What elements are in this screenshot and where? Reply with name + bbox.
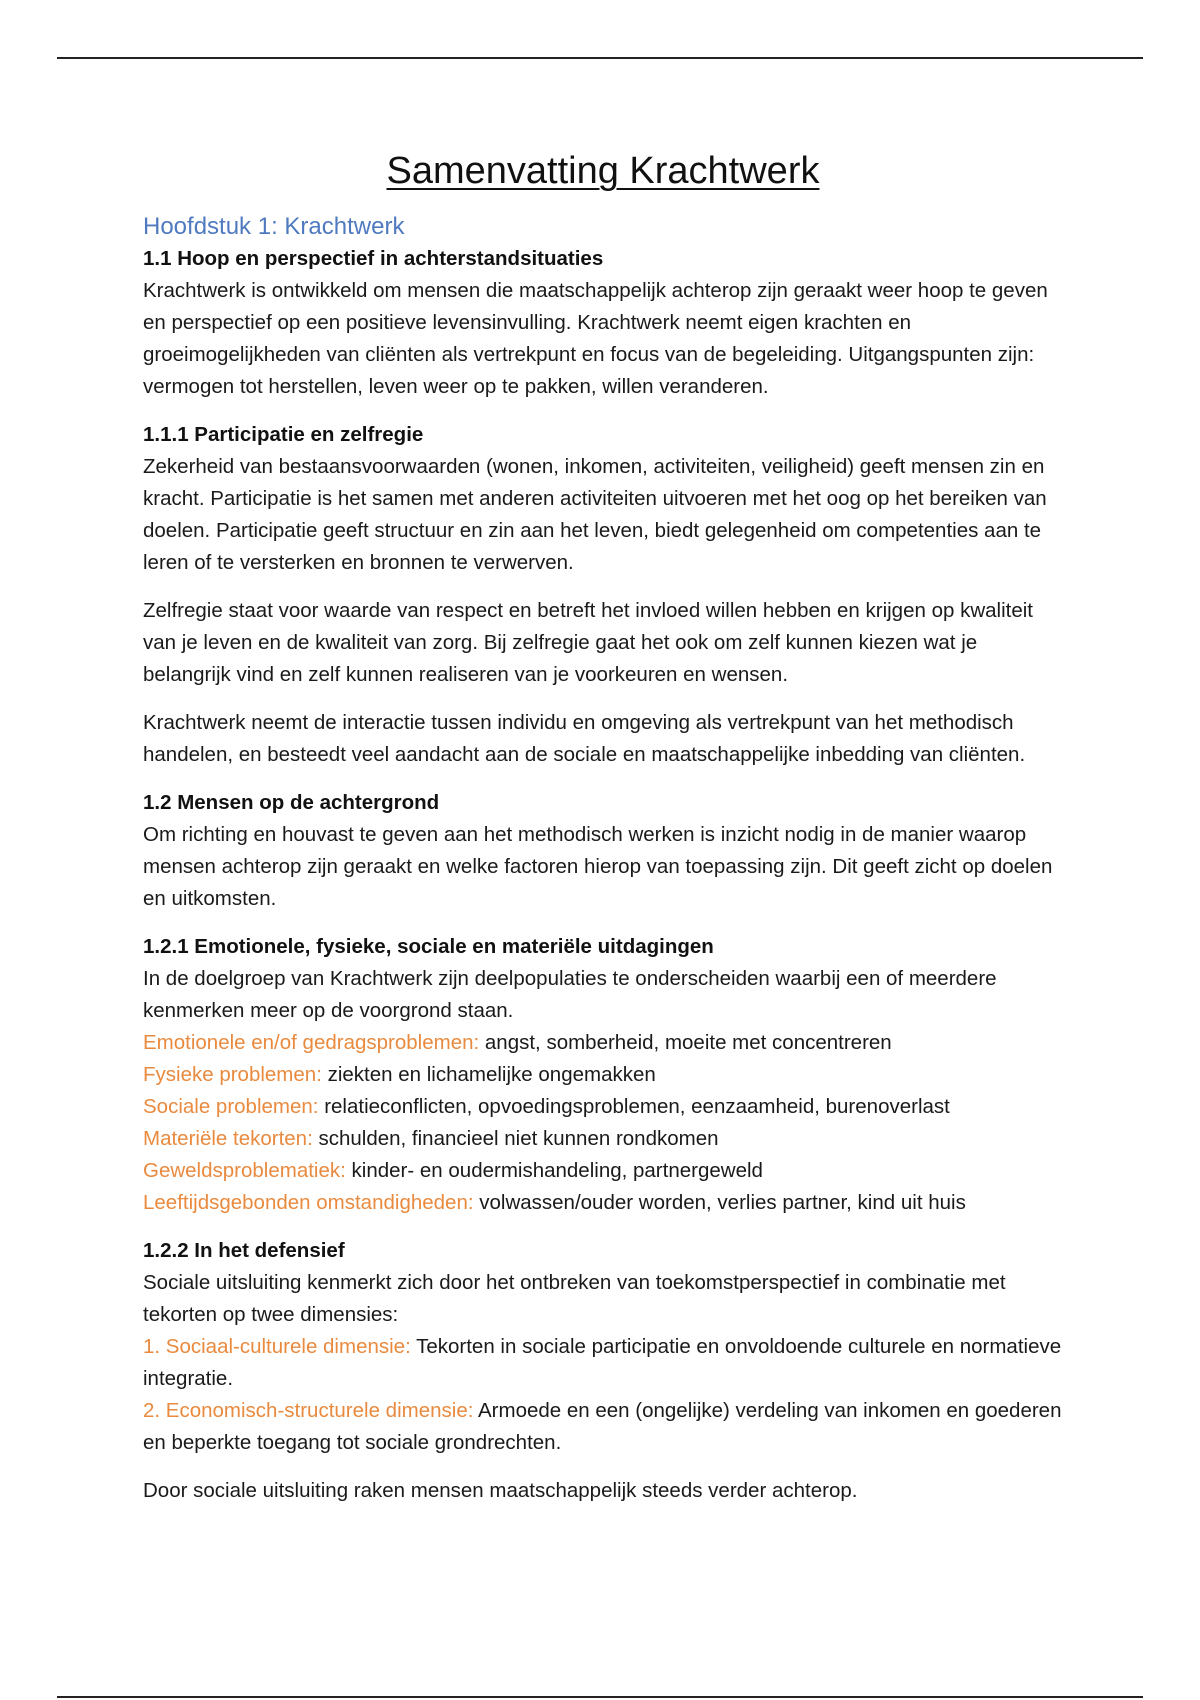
- section-text-1-1: Krachtwerk is ontwikkeld om mensen die maatschappelijk achterop zijn geraakt weer hoop te geven en perspectief op een positieve levensinvulling. Krachtwerk neemt eigen krachten en groeimogelijkheden van cliënten als vertrekpunt en focus van de begeleiding. Uitgangspunten zijn: vermogen tot herstellen, leven weer op te pakken, willen veranderen.: [143, 279, 1048, 398]
- list-item-text: schulden, financieel niet kunnen rondkomen: [318, 1127, 719, 1150]
- section-heading-1-2-2: 1.2.2 In het defensief: [143, 1239, 345, 1262]
- dimension-1: [143, 1331, 1063, 1395]
- list-item-label: Materiële tekorten:: [143, 1127, 313, 1150]
- list-item-text: volwassen/ouder worden, verlies partner, kind uit huis: [479, 1191, 966, 1214]
- list-item-label: Fysieke problemen:: [143, 1063, 322, 1086]
- list-item: [143, 1059, 1063, 1091]
- paragraph-interactie: Krachtwerk neemt de interactie tussen individu en omgeving als vertrekpunt van het methodisch handelen, en besteedt veel aandacht aan de sociale en maatschappelijke inbedding van cliënten.: [143, 711, 1026, 766]
- document-title: Samenvatting Krachtwerk: [386, 150, 820, 192]
- section-heading-1-1-1: 1.1.1 Participatie en zelfregie: [143, 423, 424, 446]
- header-rule: [57, 57, 1143, 59]
- list-item-text: relatieconflicten, opvoedingsproblemen, eenzaamheid, burenoverlast: [324, 1095, 950, 1118]
- list-item: [143, 1091, 1063, 1123]
- section-intro-1-2-2: Sociale uitsluiting kenmerkt zich door het ontbreken van toekomstperspectief in combinatie met tekorten op twee dimensies:: [143, 1271, 1006, 1326]
- list-item: [143, 1187, 1063, 1219]
- chapter-heading: Hoofdstuk 1: Krachtwerk: [143, 213, 405, 240]
- list-item-label: Leeftijdsgebonden omstandigheden:: [143, 1191, 474, 1214]
- document-page: [143, 143, 1063, 1507]
- footer-rule: [57, 1696, 1143, 1698]
- list-item-label: Geweldsproblematiek:: [143, 1159, 346, 1182]
- section-heading-1-2: 1.2 Mensen op de achtergrond: [143, 791, 440, 814]
- paragraph-participatie: Zekerheid van bestaansvoorwaarden (wonen, inkomen, activiteiten, veiligheid) geeft mensen zin en kracht. Participatie is het samen met anderen activiteiten uitvoeren met het oog op het bereiken van doelen. Participatie geeft structuur en zin aan het leven, biedt gelegenheid om competenties aan te leren of te versterken en bronnen te verwerven.: [143, 455, 1047, 574]
- section-intro-1-2-1: In de doelgroep van Krachtwerk zijn deelpopulaties te onderscheiden waarbij een of meerdere kenmerken meer op de voorgrond staan.: [143, 967, 997, 1022]
- dimension-2: [143, 1395, 1063, 1459]
- section-text-1-2: Om richting en houvast te geven aan het methodisch werken is inzicht nodig in de manier waarop mensen achterop zijn geraakt en welke factoren hierop van toepassing zijn. Dit geeft zicht op doelen en uitkomsten.: [143, 823, 1053, 910]
- list-item-text: ziekten en lichamelijke ongemakken: [327, 1063, 656, 1086]
- list-item: [143, 1027, 1063, 1059]
- dimension-2-text: Armoede en een (ongelijke) verdeling van inkomen en goederen en beperkte toegang tot sociale grondrechten.: [143, 1399, 1062, 1454]
- paragraph-zelfregie: Zelfregie staat voor waarde van respect en betreft het invloed willen hebben en krijgen op kwaliteit van je leven en de kwaliteit van zorg. Bij zelfregie gaat het ook om zelf kunnen kiezen wat je belangrijk vind en zelf kunnen realiseren van je voorkeuren en wensen.: [143, 599, 1033, 686]
- list-item-text: angst, somberheid, moeite met concentreren: [484, 1031, 892, 1054]
- list-item: [143, 1155, 1063, 1187]
- closing-paragraph: Door sociale uitsluiting raken mensen maatschappelijk steeds verder achterop.: [143, 1479, 858, 1502]
- list-item: [143, 1123, 1063, 1155]
- list-item-label: Emotionele en/of gedragsproblemen:: [143, 1031, 480, 1054]
- list-item-label: Sociale problemen:: [143, 1095, 319, 1118]
- dimension-1-text: Tekorten in sociale participatie en onvoldoende culturele en normatieve integratie.: [143, 1335, 1062, 1390]
- section-heading-1-1: 1.1 Hoop en perspectief in achterstandsituaties: [143, 247, 604, 270]
- dimension-1-label: 1. Sociaal-culturele dimensie:: [143, 1335, 411, 1358]
- section-heading-1-2-1: 1.2.1 Emotionele, fysieke, sociale en materiële uitdagingen: [143, 935, 714, 958]
- dimension-2-label: 2. Economisch-structurele dimensie:: [143, 1399, 474, 1422]
- list-item-text: kinder- en oudermishandeling, partnergeweld: [351, 1159, 763, 1182]
